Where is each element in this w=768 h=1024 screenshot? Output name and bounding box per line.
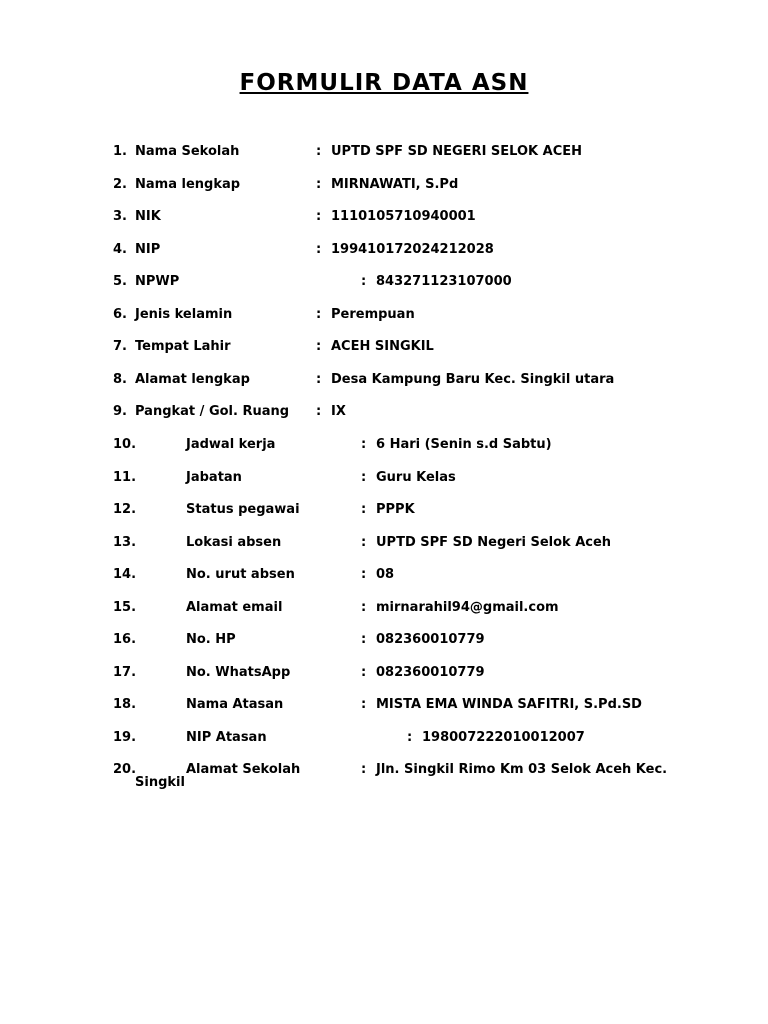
field-number: 2. [113, 176, 127, 192]
field-number: 15. [113, 599, 137, 615]
field-number: 4. [113, 241, 127, 257]
field-colon: : [361, 762, 367, 778]
field-number: 1. [113, 144, 127, 159]
field-number: 20. [113, 762, 137, 778]
field-number: 7. [113, 339, 127, 355]
field-label: Jenis kelamin [135, 306, 233, 322]
field-value: UPTD SPF SD Negeri Selok Aceh [376, 534, 612, 550]
field-row [0, 600, 768, 620]
field-colon: : [316, 241, 322, 257]
field-value: Jln. Singkil Rimo Km 03 Selok Aceh Kec. [376, 762, 668, 778]
field-value-continuation: Singkil [135, 775, 185, 791]
field-colon: : [316, 404, 322, 420]
field-value: 082360010779 [376, 632, 485, 648]
field-colon: : [361, 534, 367, 550]
field-label: NPWP [135, 274, 180, 290]
field-row [0, 177, 768, 197]
field-colon: : [316, 306, 322, 322]
field-value: PPPK [376, 502, 415, 518]
field-label: NIK [135, 209, 161, 225]
field-label: Nama Atasan [186, 697, 284, 713]
field-value: 843271123107000 [376, 274, 512, 290]
field-label: Jadwal kerja [186, 436, 276, 452]
field-value: 082360010779 [376, 664, 485, 680]
field-number: 11. [113, 469, 137, 485]
field-colon: : [361, 567, 367, 583]
field-value: UPTD SPF SD NEGERI SELOK ACEH [331, 144, 583, 159]
field-number: 14. [113, 567, 137, 583]
field-value: 08 [376, 567, 395, 583]
field-colon: : [361, 502, 367, 518]
field-colon: : [361, 632, 367, 648]
field-colon: : [361, 664, 367, 680]
field-row [0, 339, 768, 359]
field-row [0, 697, 768, 717]
field-value: ACEH SINGKIL [331, 339, 434, 355]
field-colon: : [316, 339, 322, 355]
field-number: 13. [113, 534, 137, 550]
field-colon: : [316, 209, 322, 225]
field-value: 198007222010012007 [422, 729, 585, 745]
field-label: Lokasi absen [186, 534, 282, 550]
field-row [0, 762, 768, 782]
field-label: No. HP [186, 632, 236, 648]
field-label: No. urut absen [186, 567, 295, 583]
field-value: Guru Kelas [376, 469, 456, 485]
field-colon: : [316, 176, 322, 192]
field-label: NIP [135, 241, 161, 257]
field-label: Alamat lengkap [135, 371, 250, 387]
field-number: 8. [113, 371, 127, 387]
field-label: Alamat email [186, 599, 283, 615]
field-row [0, 372, 768, 392]
field-row [0, 242, 768, 262]
field-number: 10. [113, 436, 137, 452]
field-colon: : [361, 599, 367, 615]
field-number: 17. [113, 664, 137, 680]
field-row [0, 404, 768, 424]
field-value: 199410172024212028 [331, 241, 494, 257]
field-value: 6 Hari (Senin s.d Sabtu) [376, 436, 552, 452]
field-row [0, 535, 768, 555]
field-number: 18. [113, 697, 137, 713]
field-number: 19. [113, 729, 137, 745]
field-row [0, 307, 768, 327]
field-number: 5. [113, 274, 127, 290]
field-value: Desa Kampung Baru Kec. Singkil utara [331, 371, 615, 387]
field-row [0, 567, 768, 587]
field-colon: : [361, 469, 367, 485]
field-row [0, 209, 768, 229]
form-title: FORMULIR DATA ASN [239, 70, 529, 96]
field-number: 16. [113, 632, 137, 648]
field-value: MISTA EMA WINDA SAFITRI, S.Pd.SD [376, 697, 642, 713]
field-colon: : [361, 697, 367, 713]
field-value: mirnarahil94@gmail.com [376, 599, 559, 615]
field-label: No. WhatsApp [186, 664, 291, 680]
field-label: NIP Atasan [186, 729, 267, 745]
field-colon: : [361, 274, 367, 290]
field-colon: : [407, 729, 413, 745]
field-number: 12. [113, 502, 137, 518]
field-label: Nama Sekolah [135, 144, 240, 159]
field-row [0, 274, 768, 294]
field-label: Nama lengkap [135, 176, 241, 192]
field-value: IX [331, 404, 346, 420]
field-row [0, 632, 768, 652]
field-value: Perempuan [331, 306, 415, 322]
field-number: 6. [113, 306, 127, 322]
field-label: Pangkat / Gol. Ruang [135, 404, 290, 420]
field-label: Jabatan [186, 469, 242, 485]
field-row [0, 437, 768, 457]
field-row [0, 730, 768, 750]
field-row [0, 502, 768, 522]
field-label: Tempat Lahir [135, 339, 231, 355]
field-label: Alamat Sekolah [186, 762, 301, 778]
field-colon: : [361, 436, 367, 452]
field-colon: : [316, 144, 322, 159]
field-label: Status pegawai [186, 502, 300, 518]
field-number: 3. [113, 209, 127, 225]
field-value: MIRNAWATI, S.Pd [331, 176, 459, 192]
field-number: 9. [113, 404, 127, 420]
field-colon: : [316, 371, 322, 387]
field-row [0, 144, 768, 164]
field-row [0, 665, 768, 685]
field-row [0, 470, 768, 490]
field-value: 1110105710940001 [331, 209, 476, 225]
